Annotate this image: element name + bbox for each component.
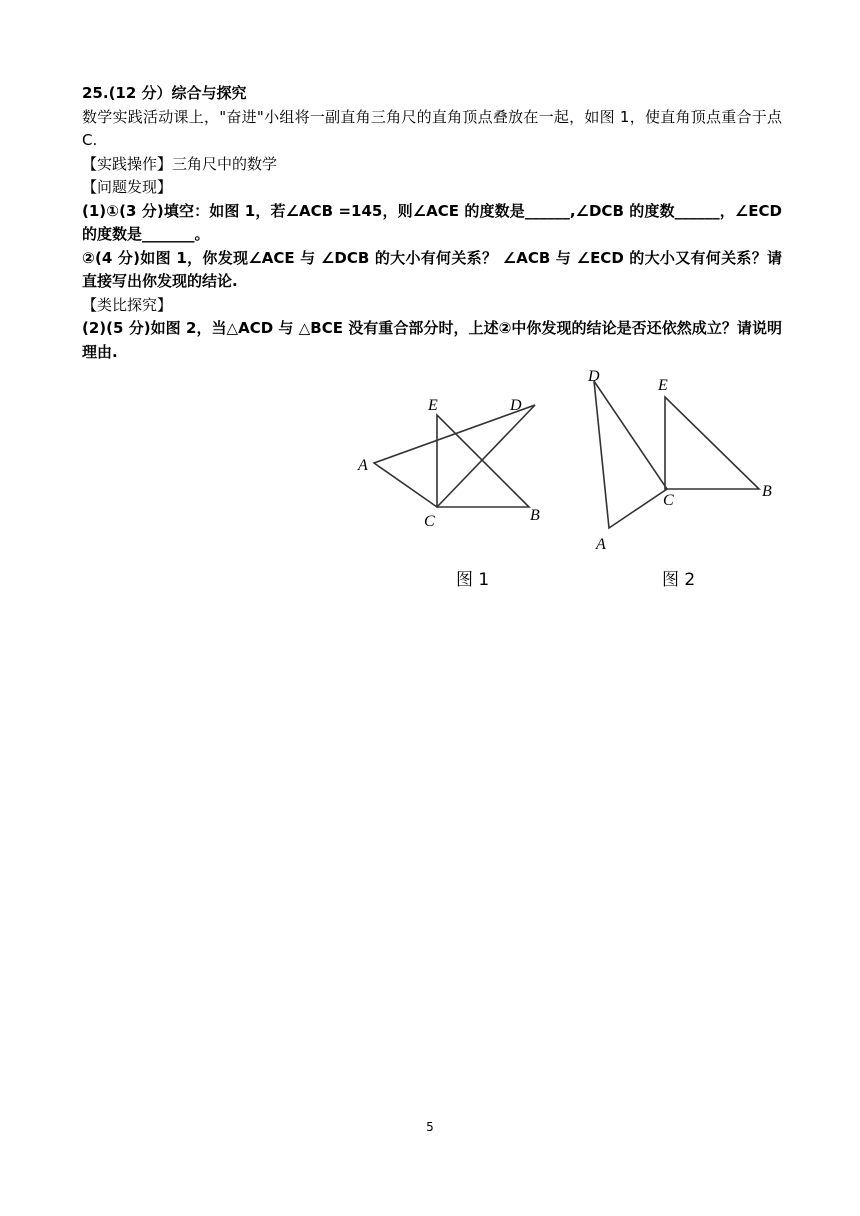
fig2-label-e: E bbox=[658, 377, 668, 394]
fig2-triangle-acd bbox=[594, 381, 667, 528]
fig1-caption: 图 1 bbox=[456, 570, 490, 590]
geometry-figures bbox=[340, 362, 790, 592]
fig2-label-a: A bbox=[596, 536, 606, 553]
section-discovery: 【问题发现】 bbox=[82, 178, 173, 196]
question-title: 25.(12 分）综合与探究 bbox=[82, 84, 247, 102]
figure-1 bbox=[374, 405, 535, 507]
fig2-label-b: B bbox=[762, 483, 772, 500]
fig1-label-e: E bbox=[428, 397, 438, 414]
fig1-triangle-acd bbox=[374, 405, 535, 507]
figure-2 bbox=[594, 381, 759, 528]
sub-question-3: (2)(5 分)如图 2，当△ACD 与 △BCE 没有重合部分时，上述②中你发现的结论是否还依然成立？请说明理由. bbox=[82, 319, 782, 361]
page-number: 5 bbox=[426, 1120, 434, 1134]
question-25 bbox=[82, 82, 782, 364]
fig1-label-c: C bbox=[424, 513, 435, 530]
section-practice: 【实践操作】三角尺中的数学 bbox=[82, 154, 278, 173]
fig2-label-d: D bbox=[588, 368, 600, 385]
fig1-label-a: A bbox=[358, 457, 368, 474]
question-intro: 数学实践活动课上，"奋进"小组将一副直角三角尺的直角顶点叠放在一起，如图 1，使直角顶点重合于点 C. bbox=[82, 107, 782, 149]
fig1-label-d: D bbox=[510, 397, 522, 414]
sub-question-2: ②(4 分)如图 1，你发现∠ACE 与 ∠DCB 的大小有何关系？ ∠ACB 与 ∠ECD 的大小又有何关系？请直接写出你发现的结论. bbox=[82, 248, 782, 290]
fig2-caption: 图 2 bbox=[662, 570, 696, 590]
fig2-label-c: C bbox=[663, 492, 674, 509]
fig2-triangle-bce bbox=[665, 397, 759, 489]
section-analogy: 【类比探究】 bbox=[82, 295, 173, 314]
sub-question-1: (1)①(3 分)填空：如图 1，若∠ACB =145，则∠ACE 的度数是______,∠DCB 的度数______，∠ECD 的度数是_______。 bbox=[82, 201, 782, 243]
fig1-label-b: B bbox=[530, 507, 540, 524]
